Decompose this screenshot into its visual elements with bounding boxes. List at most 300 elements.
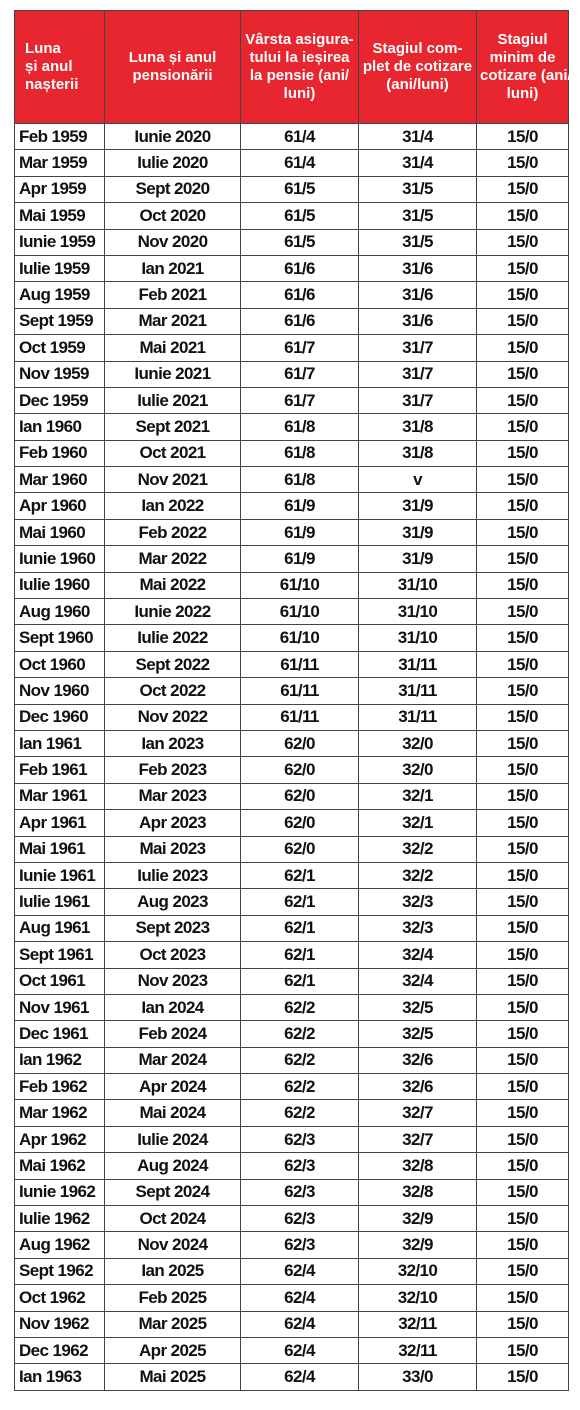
cell-full-contribution: 32/9 — [359, 1206, 477, 1232]
cell-age: 62/2 — [241, 994, 359, 1020]
cell-retirement: Iulie 2020 — [105, 150, 241, 176]
cell-full-contribution: 31/9 — [359, 546, 477, 572]
cell-minimum-contribution: 15/0 — [477, 150, 569, 176]
table-row — [15, 519, 569, 545]
header-line: minim de — [489, 49, 556, 66]
cell-retirement: Iunie 2021 — [105, 361, 241, 387]
cell-retirement: Ian 2025 — [105, 1258, 241, 1284]
cell-birth: Sept 1960 — [15, 625, 105, 651]
cell-birth: Ian 1962 — [15, 1047, 105, 1073]
header-row — [15, 11, 569, 124]
cell-retirement: Sept 2021 — [105, 414, 241, 440]
cell-full-contribution: 32/2 — [359, 836, 477, 862]
cell-retirement: Iunie 2020 — [105, 124, 241, 150]
table-row — [15, 810, 569, 836]
cell-age: 61/5 — [241, 229, 359, 255]
cell-full-contribution: 32/10 — [359, 1285, 477, 1311]
header-line: (ani/luni) — [386, 76, 449, 93]
cell-retirement: Nov 2022 — [105, 704, 241, 730]
cell-full-contribution: v — [359, 467, 477, 493]
cell-birth: Mar 1961 — [15, 783, 105, 809]
cell-minimum-contribution: 15/0 — [477, 730, 569, 756]
cell-birth: Sept 1959 — [15, 308, 105, 334]
cell-birth: Oct 1959 — [15, 335, 105, 361]
cell-minimum-contribution: 15/0 — [477, 651, 569, 677]
cell-birth: Dec 1962 — [15, 1337, 105, 1363]
table-row — [15, 229, 569, 255]
cell-retirement: Feb 2021 — [105, 282, 241, 308]
cell-full-contribution: 32/3 — [359, 889, 477, 915]
cell-retirement: Mar 2023 — [105, 783, 241, 809]
cell-age: 61/9 — [241, 519, 359, 545]
cell-age: 61/11 — [241, 678, 359, 704]
cell-birth: Feb 1960 — [15, 440, 105, 466]
cell-birth: Apr 1959 — [15, 176, 105, 202]
header-line: cotizare (ani/ — [480, 67, 572, 84]
cell-full-contribution: 31/8 — [359, 440, 477, 466]
cell-birth: Sept 1962 — [15, 1258, 105, 1284]
cell-retirement: Sept 2022 — [105, 651, 241, 677]
cell-minimum-contribution: 15/0 — [477, 361, 569, 387]
table-row — [15, 1364, 569, 1390]
table-row — [15, 889, 569, 915]
cell-full-contribution: 31/8 — [359, 414, 477, 440]
cell-age: 62/0 — [241, 810, 359, 836]
cell-birth: Iunie 1962 — [15, 1179, 105, 1205]
cell-full-contribution: 32/1 — [359, 810, 477, 836]
cell-minimum-contribution: 15/0 — [477, 203, 569, 229]
cell-birth: Iunie 1961 — [15, 862, 105, 888]
table-row — [15, 678, 569, 704]
cell-minimum-contribution: 15/0 — [477, 255, 569, 281]
cell-minimum-contribution: 15/0 — [477, 1311, 569, 1337]
table-row — [15, 1232, 569, 1258]
cell-retirement: Mar 2021 — [105, 308, 241, 334]
table-row — [15, 1153, 569, 1179]
cell-retirement: Nov 2023 — [105, 968, 241, 994]
cell-age: 62/0 — [241, 730, 359, 756]
cell-birth: Aug 1961 — [15, 915, 105, 941]
cell-retirement: Oct 2020 — [105, 203, 241, 229]
cell-retirement: Mar 2025 — [105, 1311, 241, 1337]
table-row — [15, 150, 569, 176]
cell-minimum-contribution: 15/0 — [477, 387, 569, 413]
cell-minimum-contribution: 15/0 — [477, 599, 569, 625]
cell-full-contribution: 32/2 — [359, 862, 477, 888]
cell-full-contribution: 32/0 — [359, 730, 477, 756]
cell-birth: Feb 1959 — [15, 124, 105, 150]
cell-retirement: Iulie 2023 — [105, 862, 241, 888]
cell-minimum-contribution: 15/0 — [477, 994, 569, 1020]
cell-birth: Iulie 1959 — [15, 255, 105, 281]
cell-birth: Mai 1961 — [15, 836, 105, 862]
cell-age: 62/3 — [241, 1232, 359, 1258]
table-row — [15, 1337, 569, 1363]
table-row — [15, 730, 569, 756]
cell-retirement: Iulie 2024 — [105, 1126, 241, 1152]
cell-birth: Mar 1962 — [15, 1100, 105, 1126]
cell-minimum-contribution: 15/0 — [477, 1021, 569, 1047]
cell-full-contribution: 32/8 — [359, 1179, 477, 1205]
header-line: Luna și anul — [128, 49, 217, 66]
cell-birth: Dec 1961 — [15, 1021, 105, 1047]
cell-minimum-contribution: 15/0 — [477, 1232, 569, 1258]
cell-full-contribution: 31/5 — [359, 176, 477, 202]
cell-retirement: Oct 2023 — [105, 942, 241, 968]
header-line: luni) — [283, 85, 316, 102]
cell-minimum-contribution: 15/0 — [477, 335, 569, 361]
table-row — [15, 1100, 569, 1126]
cell-retirement: Feb 2022 — [105, 519, 241, 545]
table-row — [15, 1126, 569, 1152]
cell-minimum-contribution: 15/0 — [477, 1206, 569, 1232]
table-row — [15, 1311, 569, 1337]
cell-full-contribution: 32/7 — [359, 1100, 477, 1126]
cell-birth: Sept 1961 — [15, 942, 105, 968]
cell-birth: Aug 1960 — [15, 599, 105, 625]
cell-retirement: Iulie 2022 — [105, 625, 241, 651]
cell-age: 61/6 — [241, 308, 359, 334]
cell-age: 62/2 — [241, 1047, 359, 1073]
cell-minimum-contribution: 15/0 — [477, 915, 569, 941]
table-row — [15, 361, 569, 387]
cell-full-contribution: 32/6 — [359, 1074, 477, 1100]
header-line: luni) — [506, 85, 539, 102]
cell-age: 62/3 — [241, 1206, 359, 1232]
cell-birth: Ian 1961 — [15, 730, 105, 756]
cell-full-contribution: 31/9 — [359, 519, 477, 545]
table-row — [15, 203, 569, 229]
table-row — [15, 994, 569, 1020]
table-row — [15, 599, 569, 625]
cell-retirement: Ian 2022 — [105, 493, 241, 519]
cell-retirement: Mai 2022 — [105, 572, 241, 598]
cell-minimum-contribution: 15/0 — [477, 836, 569, 862]
cell-minimum-contribution: 15/0 — [477, 493, 569, 519]
cell-age: 61/6 — [241, 282, 359, 308]
cell-age: 62/3 — [241, 1179, 359, 1205]
cell-retirement: Iunie 2022 — [105, 599, 241, 625]
cell-birth: Oct 1960 — [15, 651, 105, 677]
cell-full-contribution: 31/10 — [359, 599, 477, 625]
cell-birth: Apr 1960 — [15, 493, 105, 519]
cell-minimum-contribution: 15/0 — [477, 783, 569, 809]
cell-birth: Dec 1959 — [15, 387, 105, 413]
cell-minimum-contribution: 15/0 — [477, 546, 569, 572]
cell-retirement: Mai 2023 — [105, 836, 241, 862]
cell-age: 61/8 — [241, 467, 359, 493]
cell-full-contribution: 31/6 — [359, 255, 477, 281]
cell-age: 62/0 — [241, 836, 359, 862]
cell-age: 62/4 — [241, 1285, 359, 1311]
cell-minimum-contribution: 15/0 — [477, 625, 569, 651]
cell-retirement: Mai 2025 — [105, 1364, 241, 1390]
header-line: tului la ieșirea — [249, 49, 350, 66]
cell-birth: Mai 1960 — [15, 519, 105, 545]
cell-retirement: Sept 2023 — [105, 915, 241, 941]
cell-age: 62/3 — [241, 1126, 359, 1152]
table-row — [15, 1258, 569, 1284]
cell-age: 62/0 — [241, 757, 359, 783]
cell-birth: Nov 1962 — [15, 1311, 105, 1337]
cell-full-contribution: 32/4 — [359, 968, 477, 994]
retirement-schedule-table — [14, 10, 572, 1391]
cell-age: 61/11 — [241, 704, 359, 730]
cell-age: 62/2 — [241, 1021, 359, 1047]
cell-minimum-contribution: 15/0 — [477, 440, 569, 466]
cell-retirement: Iulie 2021 — [105, 387, 241, 413]
cell-age: 61/7 — [241, 335, 359, 361]
cell-age: 61/10 — [241, 599, 359, 625]
cell-retirement: Aug 2023 — [105, 889, 241, 915]
cell-age: 61/6 — [241, 255, 359, 281]
cell-age: 62/1 — [241, 942, 359, 968]
cell-birth: Ian 1960 — [15, 414, 105, 440]
cell-birth: Feb 1962 — [15, 1074, 105, 1100]
table-row — [15, 704, 569, 730]
cell-minimum-contribution: 15/0 — [477, 519, 569, 545]
cell-minimum-contribution: 15/0 — [477, 1100, 569, 1126]
cell-full-contribution: 32/5 — [359, 994, 477, 1020]
cell-birth: Mai 1959 — [15, 203, 105, 229]
cell-birth: Iulie 1961 — [15, 889, 105, 915]
cell-age: 61/7 — [241, 387, 359, 413]
table-row — [15, 625, 569, 651]
cell-birth: Apr 1961 — [15, 810, 105, 836]
cell-age: 61/9 — [241, 546, 359, 572]
cell-full-contribution: 32/3 — [359, 915, 477, 941]
header-line: Vârsta asigura- — [245, 31, 354, 48]
cell-minimum-contribution: 15/0 — [477, 862, 569, 888]
table-row — [15, 968, 569, 994]
cell-minimum-contribution: 15/0 — [477, 1047, 569, 1073]
cell-full-contribution: 32/11 — [359, 1337, 477, 1363]
cell-birth: Iunie 1960 — [15, 546, 105, 572]
cell-full-contribution: 31/7 — [359, 335, 477, 361]
cell-birth: Ian 1963 — [15, 1364, 105, 1390]
header-retirement-month-year — [105, 11, 241, 124]
cell-full-contribution: 31/10 — [359, 572, 477, 598]
cell-minimum-contribution: 15/0 — [477, 282, 569, 308]
cell-retirement: Feb 2024 — [105, 1021, 241, 1047]
cell-birth: Nov 1960 — [15, 678, 105, 704]
cell-minimum-contribution: 15/0 — [477, 1153, 569, 1179]
cell-minimum-contribution: 15/0 — [477, 704, 569, 730]
cell-full-contribution: 32/5 — [359, 1021, 477, 1047]
cell-age: 61/5 — [241, 203, 359, 229]
table-row — [15, 414, 569, 440]
cell-full-contribution: 32/6 — [359, 1047, 477, 1073]
table-row — [15, 942, 569, 968]
cell-full-contribution: 31/7 — [359, 361, 477, 387]
table-row — [15, 467, 569, 493]
cell-minimum-contribution: 15/0 — [477, 1126, 569, 1152]
cell-birth: Feb 1961 — [15, 757, 105, 783]
cell-retirement: Mai 2021 — [105, 335, 241, 361]
cell-retirement: Feb 2023 — [105, 757, 241, 783]
cell-full-contribution: 31/11 — [359, 651, 477, 677]
cell-retirement: Oct 2021 — [105, 440, 241, 466]
cell-age: 61/8 — [241, 440, 359, 466]
cell-retirement: Mai 2024 — [105, 1100, 241, 1126]
cell-full-contribution: 32/7 — [359, 1126, 477, 1152]
cell-retirement: Apr 2024 — [105, 1074, 241, 1100]
cell-age: 62/2 — [241, 1100, 359, 1126]
cell-birth: Aug 1962 — [15, 1232, 105, 1258]
cell-age: 62/4 — [241, 1311, 359, 1337]
header-line: plet de cotizare — [362, 58, 473, 75]
cell-age: 62/2 — [241, 1074, 359, 1100]
cell-birth: Iulie 1962 — [15, 1206, 105, 1232]
cell-minimum-contribution: 15/0 — [477, 1074, 569, 1100]
cell-minimum-contribution: 15/0 — [477, 308, 569, 334]
table-row — [15, 282, 569, 308]
cell-age: 62/4 — [241, 1258, 359, 1284]
header-line: la pensie (ani/ — [249, 67, 350, 84]
table-row — [15, 335, 569, 361]
cell-retirement: Oct 2022 — [105, 678, 241, 704]
table-row — [15, 308, 569, 334]
cell-retirement: Mar 2024 — [105, 1047, 241, 1073]
cell-full-contribution: 32/1 — [359, 783, 477, 809]
cell-birth: Nov 1959 — [15, 361, 105, 387]
header-line: pensionării — [132, 67, 213, 84]
cell-birth: Nov 1961 — [15, 994, 105, 1020]
table-row — [15, 572, 569, 598]
cell-birth: Dec 1960 — [15, 704, 105, 730]
cell-full-contribution: 31/11 — [359, 704, 477, 730]
table-row — [15, 546, 569, 572]
cell-minimum-contribution: 15/0 — [477, 124, 569, 150]
cell-retirement: Ian 2024 — [105, 994, 241, 1020]
table-row — [15, 783, 569, 809]
cell-age: 61/10 — [241, 625, 359, 651]
cell-age: 62/1 — [241, 968, 359, 994]
header-line: și anul — [25, 58, 73, 75]
table-row — [15, 1206, 569, 1232]
cell-age: 61/4 — [241, 150, 359, 176]
table-row — [15, 124, 569, 150]
cell-minimum-contribution: 15/0 — [477, 889, 569, 915]
cell-retirement: Nov 2024 — [105, 1232, 241, 1258]
cell-birth: Oct 1962 — [15, 1285, 105, 1311]
cell-age: 61/10 — [241, 572, 359, 598]
cell-full-contribution: 32/11 — [359, 1311, 477, 1337]
header-line: nașterii — [25, 76, 79, 93]
cell-birth: Aug 1959 — [15, 282, 105, 308]
cell-age: 62/3 — [241, 1153, 359, 1179]
header-retirement-age — [241, 11, 359, 124]
header-line: Stagiul — [497, 31, 548, 48]
header-line: Stagiul com- — [372, 40, 463, 57]
table-row — [15, 836, 569, 862]
cell-full-contribution: 32/4 — [359, 942, 477, 968]
cell-retirement: Nov 2021 — [105, 467, 241, 493]
cell-birth: Mar 1959 — [15, 150, 105, 176]
cell-retirement: Aug 2024 — [105, 1153, 241, 1179]
cell-retirement: Ian 2023 — [105, 730, 241, 756]
cell-full-contribution: 31/6 — [359, 282, 477, 308]
cell-age: 62/4 — [241, 1337, 359, 1363]
cell-birth: Oct 1961 — [15, 968, 105, 994]
cell-retirement: Apr 2023 — [105, 810, 241, 836]
cell-minimum-contribution: 15/0 — [477, 942, 569, 968]
cell-retirement: Mar 2022 — [105, 546, 241, 572]
cell-minimum-contribution: 15/0 — [477, 1285, 569, 1311]
cell-age: 61/11 — [241, 651, 359, 677]
header-full-contribution — [359, 11, 477, 124]
cell-birth: Mai 1962 — [15, 1153, 105, 1179]
cell-minimum-contribution: 15/0 — [477, 572, 569, 598]
cell-age: 61/8 — [241, 414, 359, 440]
table-row — [15, 1021, 569, 1047]
cell-minimum-contribution: 15/0 — [477, 467, 569, 493]
table-row — [15, 493, 569, 519]
cell-minimum-contribution: 15/0 — [477, 229, 569, 255]
table-row — [15, 915, 569, 941]
cell-full-contribution: 31/6 — [359, 308, 477, 334]
cell-minimum-contribution: 15/0 — [477, 414, 569, 440]
cell-full-contribution: 32/0 — [359, 757, 477, 783]
table-body — [15, 124, 569, 1391]
cell-minimum-contribution: 15/0 — [477, 1179, 569, 1205]
cell-retirement: Feb 2025 — [105, 1285, 241, 1311]
table-row — [15, 1074, 569, 1100]
cell-minimum-contribution: 15/0 — [477, 678, 569, 704]
cell-full-contribution: 31/4 — [359, 124, 477, 150]
cell-full-contribution: 32/8 — [359, 1153, 477, 1179]
table-header — [15, 11, 572, 124]
cell-retirement: Apr 2025 — [105, 1337, 241, 1363]
cell-minimum-contribution: 15/0 — [477, 1258, 569, 1284]
table-row — [15, 862, 569, 888]
cell-age: 62/4 — [241, 1364, 359, 1390]
cell-retirement: Oct 2024 — [105, 1206, 241, 1232]
cell-age: 61/7 — [241, 361, 359, 387]
cell-retirement: Sept 2024 — [105, 1179, 241, 1205]
header-line: Luna — [25, 40, 61, 57]
cell-full-contribution: 31/11 — [359, 678, 477, 704]
cell-full-contribution: 31/5 — [359, 203, 477, 229]
cell-age: 61/4 — [241, 124, 359, 150]
cell-minimum-contribution: 15/0 — [477, 810, 569, 836]
cell-full-contribution: 31/7 — [359, 387, 477, 413]
cell-birth: Mar 1960 — [15, 467, 105, 493]
cell-full-contribution: 33/0 — [359, 1364, 477, 1390]
table-row — [15, 1285, 569, 1311]
cell-minimum-contribution: 15/0 — [477, 1337, 569, 1363]
retirement-table-container — [14, 10, 572, 1391]
table-row — [15, 1047, 569, 1073]
table-row — [15, 255, 569, 281]
table-row — [15, 440, 569, 466]
header-minimum-contribution — [477, 11, 572, 124]
cell-full-contribution: 31/10 — [359, 625, 477, 651]
cell-minimum-contribution: 15/0 — [477, 1364, 569, 1390]
cell-age: 62/1 — [241, 862, 359, 888]
cell-age: 62/0 — [241, 783, 359, 809]
table-row — [15, 176, 569, 202]
cell-age: 61/5 — [241, 176, 359, 202]
cell-full-contribution: 31/4 — [359, 150, 477, 176]
cell-retirement: Nov 2020 — [105, 229, 241, 255]
cell-full-contribution: 32/9 — [359, 1232, 477, 1258]
cell-full-contribution: 32/10 — [359, 1258, 477, 1284]
cell-minimum-contribution: 15/0 — [477, 968, 569, 994]
header-birth-month-year — [15, 11, 105, 124]
table-row — [15, 651, 569, 677]
cell-age: 62/1 — [241, 915, 359, 941]
